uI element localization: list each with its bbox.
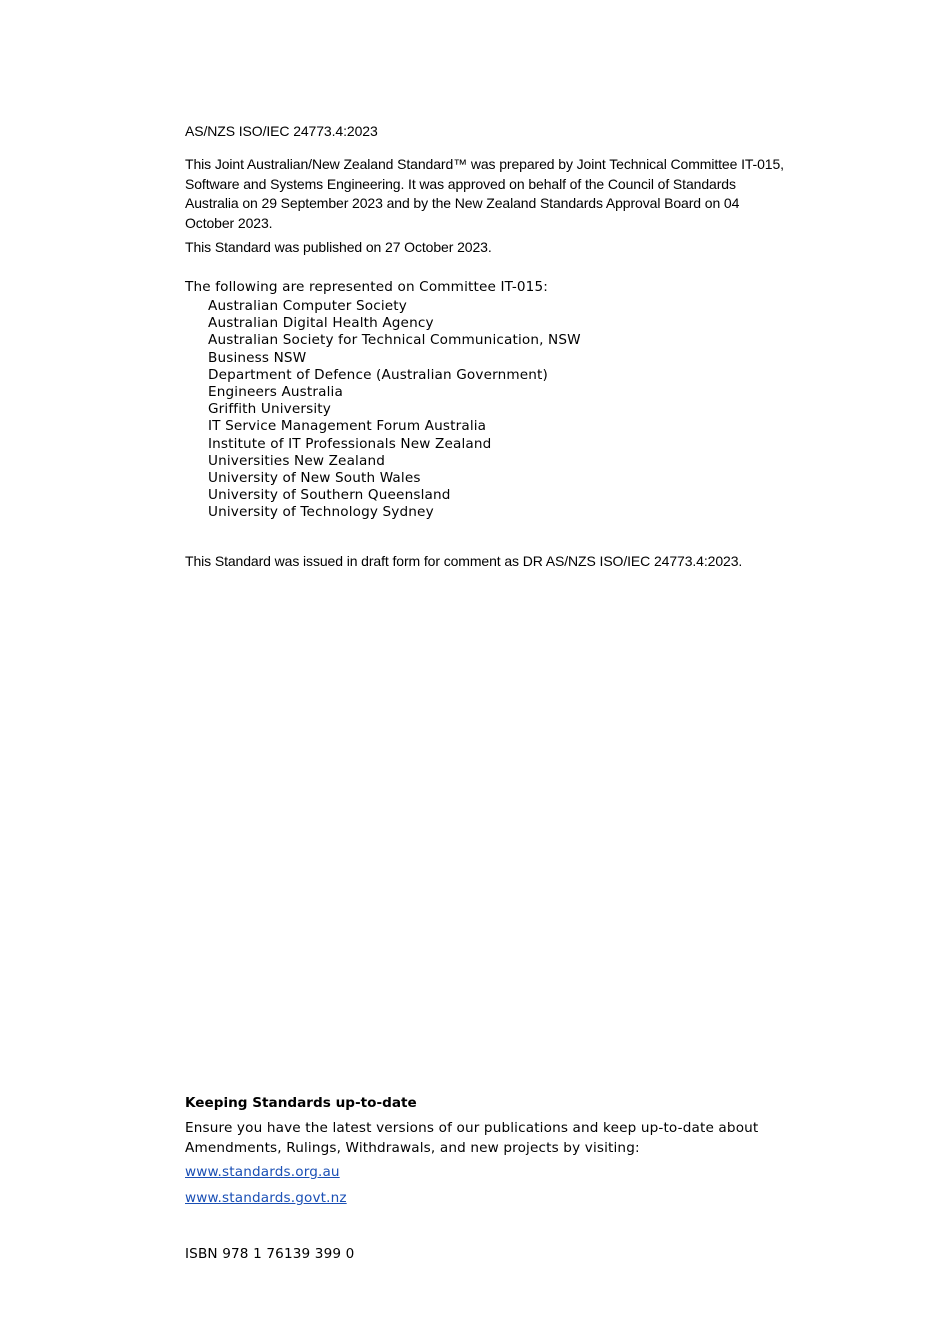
draft-note: This Standard was issued in draft form for comment as DR AS/NZS ISO/IEC 24773.4:2023. [185,553,743,569]
committee-member-list [208,298,581,522]
committee-member: Department of Defence (Australian Government) [208,366,548,383]
committee-member: University of Technology Sydney [208,504,434,521]
keeping-standards-heading: Keeping Standards up-to-date [185,1095,417,1111]
keeping-standards-text: Ensure you have the latest versions of our publications and keep up-to-date about Amendments, Rulings, Withdrawals, and new projects by visiting: [185,1120,759,1156]
committee-member: Australian Digital Health Agency [208,315,434,332]
committee-member: Australian Society for Technical Communication, NSW [208,332,581,349]
committee-member: Universities New Zealand [208,452,385,469]
committee-member: Business NSW [208,349,307,366]
document-code: AS/NZS ISO/IEC 24773.4:2023 [185,123,378,139]
isbn-number: ISBN 978 1 76139 399 0 [185,1246,355,1262]
standards-nz-link[interactable]: www.standards.govt.nz [185,1190,347,1206]
committee-member: University of Southern Queensland [208,487,451,504]
publication-date-text: This Standard was published on 27 October 2023. [185,239,492,255]
standards-au-link[interactable]: www.standards.org.au [185,1164,340,1180]
committee-heading: The following are represented on Committee IT-015: [185,279,549,295]
committee-member: Australian Computer Society [208,298,407,314]
committee-member: Institute of IT Professionals New Zealand [208,435,492,452]
committee-member: Engineers Australia [208,384,343,401]
committee-member: Griffith University [208,401,331,418]
preparation-paragraph: This Joint Australian/New Zealand Standard™ was prepared by Joint Technical Committee IT-015, Software and Systems Engineering. It was approved on behalf of the Council of Standards Australia on 29 September 2023 and by the New Zealand Standards Approval Board on 04 October 2023. [185,156,784,231]
committee-member: University of New South Wales [208,470,421,487]
committee-member: IT Service Management Forum Australia [208,418,487,435]
